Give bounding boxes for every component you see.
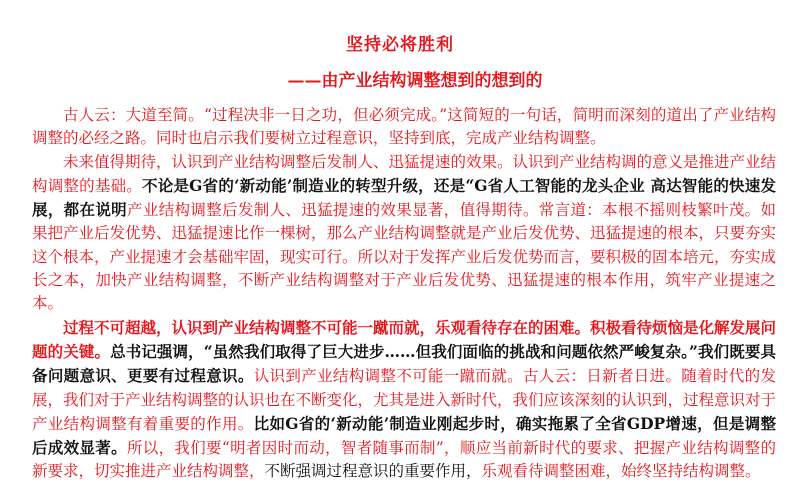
paragraph-1-text: 古人云：大道至简。“过程决非一日之功，但必须完成。”这简短的一句话，简明而深刻的道出了产业结构调整的必经之路。同时也启示我们要树立过程意识，坚持到底，完成产业结构调整。 <box>32 106 776 148</box>
essay-body <box>32 104 776 484</box>
paragraph-3-emphasis: 不断强调过程意识的重要作用， <box>264 462 482 481</box>
essay-subtitle: ——由产业结构调整想到的想到的 <box>287 71 543 91</box>
paragraph-3-conclusion: 所以，我们要“明者因时而动，智者随事而制”，顺应当前新时代的要求、把握产业结构调整的新要求，切实推进产业结构调整， <box>32 439 776 481</box>
paragraph-2 <box>32 151 776 316</box>
essay-title: 坚持必将胜利 <box>346 35 454 55</box>
paragraph-3-quote: 总书记强调，“虽然我们取得了巨大进步……但我们面临的挑战和问题依然严峻复杂。”我们既要具备问题意识、更要有过程意识。 <box>32 341 776 386</box>
paragraph-2-example: 不论是G省的‘新动能’制造业的转型升级，还是“G省人工智能的龙头企业 高达智能的快速发展，都在说明 <box>32 175 776 220</box>
paragraph-3-analysis: 认识到产业结构调整不可能一蹴而就。古人云：日新者日进。随着时代的发展，我们对于产业结构调整的认识也在不断变化，尤其是进入新时代，我们应该深刻的认识到，过程意识对于产业结构调整有着重要的作用。 <box>32 367 777 433</box>
paragraph-3 <box>32 316 776 484</box>
paragraph-1 <box>32 104 776 151</box>
paragraph-2-claim: 未来值得期待，认识到产业结构调整后发制人、迅猛提速的效果。认识到产业结构调的意义是推进产业结构调整的基础。 <box>32 152 777 195</box>
paragraph-3-ending: 乐观看待调整困难，始终坚持结构调整。 <box>481 462 761 481</box>
paragraph-3-example: 比如G省的‘新动能’制造业刚起步时，确实拖累了全省GDP增速，但是调整后成效显著。 <box>32 413 776 458</box>
paragraph-3-claim: 过程不可超越，认识到产业结构调整不可能一蹴而就，乐观看待存在的困难。积极看待烦恼是化解发展问题的关键。 <box>32 317 777 361</box>
paragraph-2-analysis: 产业结构调整后发制人、迅猛提速的效果显著，值得期待。常言道：本根不摇则枝繁叶茂。如果把产业后发优势、迅猛提速比作一棵树，那么产业结构调整就是产业后发优势、迅猛提速的根本，只要夯实这个根本，产业提速才会基础牢固，现实可行。所以对于发挥产业后发优势而言，要积极的固本培元，夯实成长之本，加快产业结构调整，不断产业结构调整对于产业后发优势、迅猛提速的根本作用，筑牢产业提速之本。 <box>32 201 777 313</box>
